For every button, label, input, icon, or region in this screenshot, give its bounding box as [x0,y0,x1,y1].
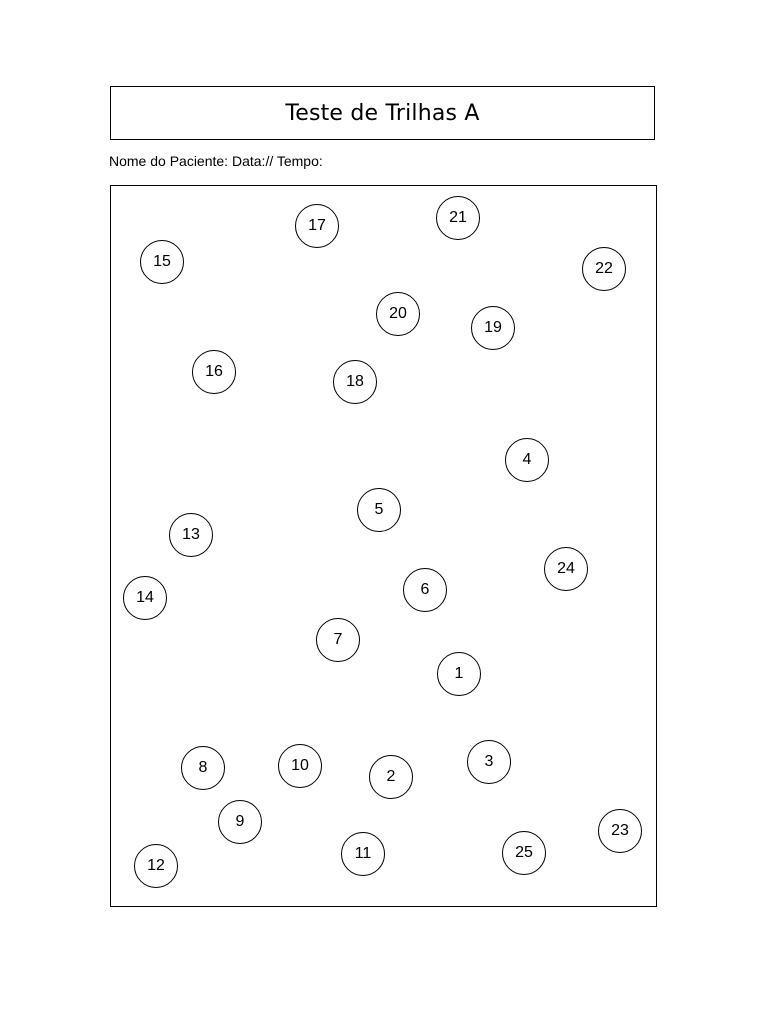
circle-14[interactable]: 14 [123,576,167,620]
date-separator: / [269,153,274,169]
circle-1[interactable]: 1 [437,652,481,696]
circle-18[interactable]: 18 [333,360,377,404]
circle-24[interactable]: 24 [544,547,588,591]
circle-12[interactable]: 12 [134,844,178,888]
circle-11[interactable]: 11 [341,832,385,876]
trail-test-area [110,185,657,907]
circle-2[interactable]: 2 [369,755,413,799]
circle-7[interactable]: 7 [316,618,360,662]
circle-22[interactable]: 22 [582,247,626,291]
circle-13[interactable]: 13 [169,513,213,557]
patient-name-label: Nome do Paciente: [109,153,229,169]
circle-15[interactable]: 15 [140,240,184,284]
circle-19[interactable]: 19 [471,306,515,350]
circle-4[interactable]: 4 [505,438,549,482]
circle-5[interactable]: 5 [357,488,401,532]
circle-10[interactable]: 10 [278,744,322,788]
date-label: Data: [231,153,266,169]
circle-25[interactable]: 25 [502,831,546,875]
circle-6[interactable]: 6 [403,568,447,612]
circle-8[interactable]: 8 [181,746,225,790]
circle-16[interactable]: 16 [192,350,236,394]
circle-23[interactable]: 23 [598,809,642,853]
circle-20[interactable]: 20 [376,292,420,336]
title-box [110,86,655,140]
circle-9[interactable]: 9 [218,800,262,844]
circle-3[interactable]: 3 [467,740,511,784]
date-separator: / [265,153,270,169]
patient-info-line [109,153,669,169]
circle-21[interactable]: 21 [436,196,480,240]
time-label: Tempo: [276,153,323,169]
page-title: Teste de Trilhas A [285,100,480,126]
circle-17[interactable]: 17 [295,204,339,248]
